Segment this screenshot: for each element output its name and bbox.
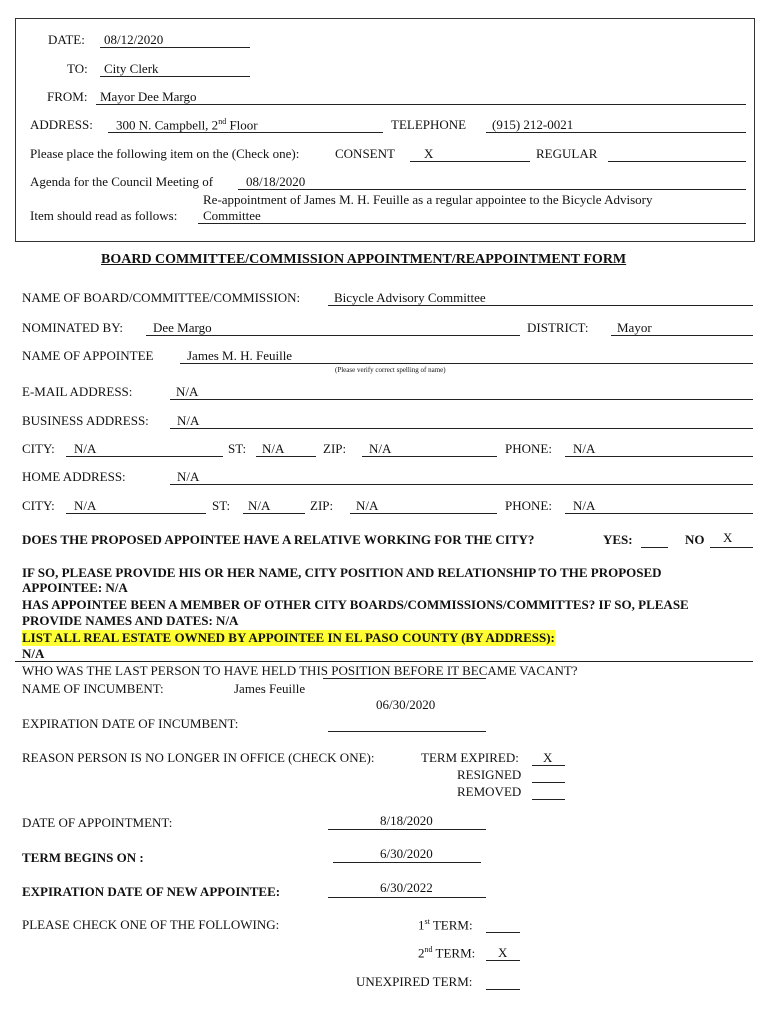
incumbent-name-label: NAME OF INCUMBENT: — [22, 681, 164, 696]
incumbent-exp-underline — [328, 731, 486, 732]
consent-label: CONSENT — [335, 146, 395, 161]
phone1-underline — [565, 456, 753, 457]
address-underline — [108, 132, 383, 133]
incumbent-exp-value[interactable]: 06/30/2020 — [376, 697, 436, 712]
business-label: BUSINESS ADDRESS: — [22, 413, 149, 428]
ifso-line-1: IF SO, PLEASE PROVIDE HIS OR HER NAME, CITY POSITION AND RELATIONSHIP TO THE PROPOSED — [22, 565, 662, 580]
first-term-underline — [486, 932, 520, 933]
district-value[interactable]: Mayor — [617, 320, 652, 335]
no-underline — [710, 547, 753, 548]
phone2-underline — [565, 513, 753, 514]
home-underline — [170, 484, 753, 485]
appointment-date-label: DATE OF APPOINTMENT: — [22, 815, 173, 830]
nominated-label: NOMINATED BY: — [22, 320, 123, 335]
from-value[interactable]: Mayor Dee Margo — [100, 89, 197, 104]
unexpired-term-label: UNEXPIRED TERM: — [356, 974, 473, 989]
term-begins-value[interactable]: 6/30/2020 — [380, 846, 433, 861]
telephone-label: TELEPHONE — [391, 117, 467, 132]
agenda-underline — [238, 189, 746, 190]
relative-question: DOES THE PROPOSED APPOINTEE HAVE A RELATIVE WORKING FOR THE CITY? — [22, 532, 535, 547]
zip1-label: ZIP: — [323, 441, 347, 456]
city2-value[interactable]: N/A — [74, 498, 97, 513]
incumbent-exp-label: EXPIRATION DATE OF INCUMBENT: — [22, 716, 239, 731]
from-underline — [96, 104, 746, 105]
st2-underline — [243, 513, 305, 514]
member-line-2[interactable]: PROVIDE NAMES AND DATES: N/A — [22, 613, 239, 628]
zip1-value[interactable]: N/A — [369, 441, 392, 456]
incumbent-name-value[interactable]: James Feuille — [234, 681, 306, 696]
regular-underline — [608, 161, 746, 162]
check-one-text: Please place the following item on the (Check one): — [30, 146, 300, 161]
appointment-date-underline — [328, 829, 486, 830]
no-label: NO — [685, 532, 705, 547]
agenda-value[interactable]: 08/18/2020 — [246, 174, 306, 189]
to-label: TO: — [67, 61, 88, 76]
zip2-value[interactable]: N/A — [356, 498, 379, 513]
appointee-label: NAME OF APPOINTEE — [22, 348, 154, 363]
phone2-value[interactable]: N/A — [573, 498, 596, 513]
city1-underline — [66, 456, 223, 457]
exp-new-label: EXPIRATION DATE OF NEW APPOINTEE: — [22, 884, 281, 899]
st2-value[interactable]: N/A — [248, 498, 271, 513]
real-estate-question: LIST ALL REAL ESTATE OWNED BY APPOINTEE IN EL PASO COUNTY (BY ADDRESS): — [22, 630, 555, 645]
second-term-underline — [486, 960, 520, 961]
zip1-underline — [362, 456, 497, 457]
st1-label: ST: — [228, 441, 247, 456]
reason-label: REASON PERSON IS NO LONGER IN OFFICE (CHECK ONE): — [22, 750, 375, 765]
item-line-2[interactable]: Committee — [203, 208, 261, 223]
agenda-label: Agenda for the Council Meeting of — [30, 174, 214, 189]
board-label: NAME OF BOARD/COMMITTEE/COMMISSION: — [22, 290, 301, 305]
exp-new-underline — [328, 897, 486, 898]
exp-new-value[interactable]: 6/30/2022 — [380, 880, 433, 895]
term-check-label: PLEASE CHECK ONE OF THE FOLLOWING: — [22, 917, 280, 932]
board-underline — [328, 305, 753, 306]
address-value[interactable]: 300 N. Campbell, 2nd Floor — [116, 117, 258, 133]
consent-underline — [410, 161, 530, 162]
phone1-label: PHONE: — [505, 441, 552, 456]
nominated-value[interactable]: Dee Margo — [153, 320, 212, 335]
removed-underline — [532, 799, 565, 800]
phone2-label: PHONE: — [505, 498, 552, 513]
city1-label: CITY: — [22, 441, 55, 456]
st1-underline — [256, 456, 316, 457]
yes-label: YES: — [603, 532, 633, 547]
last-person-underline — [323, 678, 486, 679]
regular-label: REGULAR — [536, 146, 598, 161]
no-mark[interactable]: X — [723, 530, 733, 545]
district-underline — [611, 335, 753, 336]
resigned-underline — [532, 782, 565, 783]
first-term-label: 1st TERM: — [418, 917, 473, 933]
business-underline — [170, 428, 753, 429]
address-label: ADDRESS: — [30, 117, 93, 132]
second-term-label: 2nd TERM: — [418, 945, 476, 961]
item-underline — [198, 223, 746, 224]
business-value[interactable]: N/A — [177, 413, 200, 428]
appointee-value[interactable]: James M. H. Feuille — [187, 348, 293, 363]
term-begins-underline — [333, 862, 481, 863]
telephone-value[interactable]: (915) 212-0021 — [492, 117, 574, 132]
email-value[interactable]: N/A — [176, 384, 199, 399]
home-label: HOME ADDRESS: — [22, 469, 126, 484]
zip2-label: ZIP: — [310, 498, 334, 513]
to-underline — [100, 76, 250, 77]
removed-label: REMOVED — [457, 784, 522, 799]
email-underline — [170, 399, 753, 400]
resigned-label: RESIGNED — [457, 767, 522, 782]
st1-value[interactable]: N/A — [262, 441, 285, 456]
date-label: DATE: — [48, 32, 85, 47]
item-line-1[interactable]: Re-appointment of James M. H. Feuille as a regular appointee to the Bicycle Advisory — [203, 192, 653, 207]
home-value[interactable]: N/A — [177, 469, 200, 484]
date-underline — [100, 47, 250, 48]
item-label: Item should read as follows: — [30, 208, 178, 223]
term-expired-underline — [532, 765, 565, 766]
last-person-question: WHO WAS THE LAST PERSON TO HAVE HELD THIS POSITION BEFORE IT BECAME VACANT? — [22, 663, 578, 678]
term-expired-mark[interactable]: X — [543, 750, 553, 765]
consent-mark[interactable]: X — [424, 146, 434, 161]
from-label: FROM: — [47, 89, 88, 104]
form-title: BOARD COMMITTEE/COMMISSION APPOINTMENT/REAPPOINTMENT FORM — [101, 252, 627, 267]
nominated-underline — [146, 335, 520, 336]
verify-note: (Please verify correct spelling of name) — [335, 366, 446, 374]
to-value[interactable]: City Clerk — [104, 61, 159, 76]
section-divider — [15, 661, 753, 662]
telephone-underline — [486, 132, 746, 133]
district-label: DISTRICT: — [527, 320, 589, 335]
zip2-underline — [350, 513, 497, 514]
appointee-underline — [180, 363, 753, 364]
date-value[interactable]: 08/12/2020 — [104, 32, 164, 47]
email-label: E-MAIL ADDRESS: — [22, 384, 133, 399]
member-line-1: HAS APPOINTEE BEEN A MEMBER OF OTHER CITY BOARDS/COMMISSIONS/COMMITTES? IF SO, PLEASE — [22, 597, 689, 612]
term-expired-label: TERM EXPIRED: — [421, 750, 519, 765]
board-value[interactable]: Bicycle Advisory Committee — [334, 290, 486, 305]
city2-label: CITY: — [22, 498, 55, 513]
st2-label: ST: — [212, 498, 231, 513]
city2-underline — [66, 513, 206, 514]
unexpired-term-underline — [486, 989, 520, 990]
real-estate-value[interactable]: N/A — [22, 646, 45, 661]
ifso-line-2[interactable]: APPOINTEE: N/A — [22, 580, 128, 595]
yes-underline — [641, 547, 668, 548]
city1-value[interactable]: N/A — [74, 441, 97, 456]
phone1-value[interactable]: N/A — [573, 441, 596, 456]
second-term-mark[interactable]: X — [498, 945, 508, 960]
appointment-date-value[interactable]: 8/18/2020 — [380, 813, 433, 828]
term-begins-label: TERM BEGINS ON : — [22, 850, 144, 865]
